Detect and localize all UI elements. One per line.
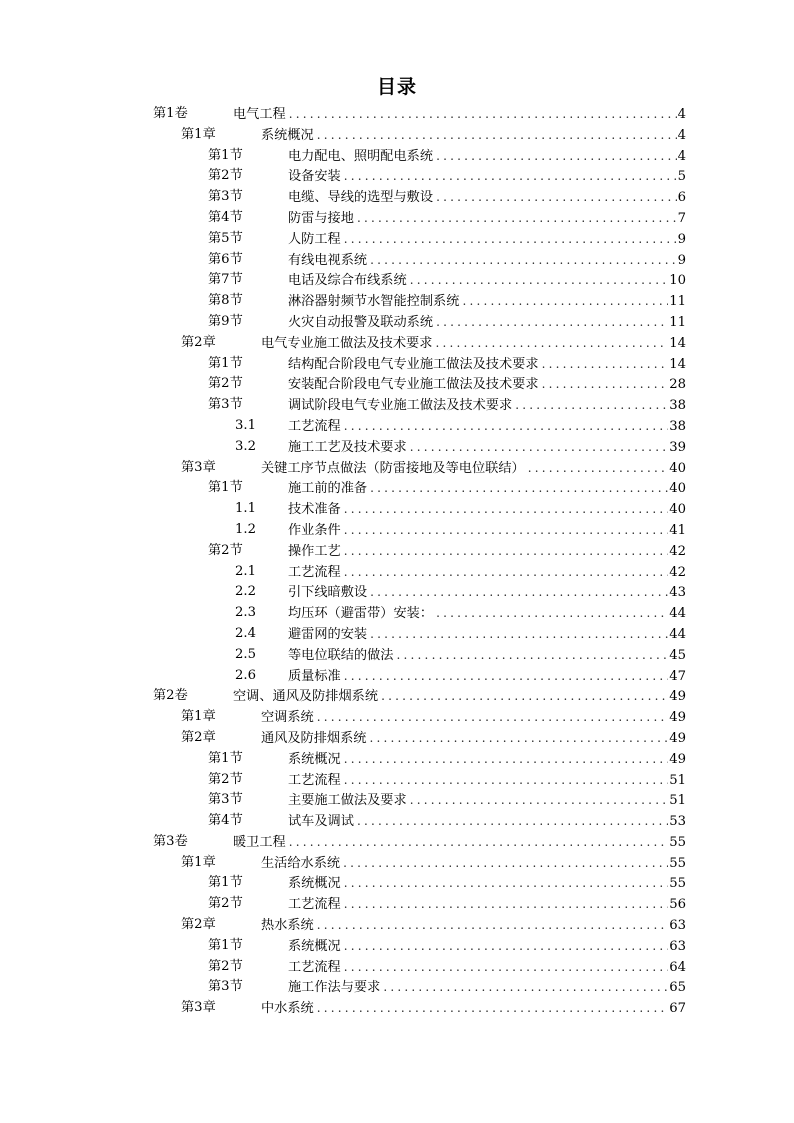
toc-entry-body	[288, 603, 686, 625]
toc-entry[interactable]	[150, 603, 686, 624]
toc-entry-title: 热水系统	[261, 918, 314, 934]
toc-entry-page-number: 42	[669, 543, 686, 559]
toc-entry-page-number: 63	[669, 938, 686, 954]
toc-entry-title: 电缆、导线的选型与敷设	[288, 190, 434, 206]
toc-entry-body	[261, 853, 686, 875]
dot-leader	[286, 104, 677, 125]
toc-entry-number: 2.6	[235, 667, 256, 683]
dot-leader	[354, 208, 677, 229]
toc-entry-number: 第9节	[208, 313, 243, 329]
toc-entry-page-number: 43	[669, 585, 686, 601]
toc-entry-number: 第2章	[181, 729, 216, 745]
toc-entry-number: 第1节	[208, 750, 243, 766]
toc-entry-number: 第2卷	[153, 688, 188, 704]
toc-entry-title: 生活给水系统	[261, 855, 341, 871]
toc-entry-body	[288, 936, 686, 958]
toc-entry[interactable]	[150, 645, 686, 666]
toc-entry-body	[288, 977, 686, 999]
toc-entry[interactable]	[150, 686, 686, 707]
dot-leader	[459, 291, 668, 312]
toc-entry-title: 电气专业施工做法及技术要求	[261, 335, 433, 351]
toc-entry-title: 施工作法与要求	[288, 980, 381, 996]
toc-entry-number: 第2节	[208, 376, 243, 392]
table-of-contents	[150, 104, 686, 1019]
toc-entry-title: 调试阶段电气专业施工做法及技术要求	[288, 398, 513, 414]
toc-entry[interactable]	[150, 811, 686, 832]
toc-entry-page-number: 4	[677, 107, 686, 122]
toc-entry-body	[288, 873, 686, 895]
toc-entry-number: 第3节	[208, 792, 243, 808]
toc-entry-title: 火灾自动报警及联动系统	[288, 314, 434, 330]
dot-leader	[314, 915, 668, 936]
toc-entry-body	[288, 499, 686, 521]
dot-leader	[341, 770, 668, 791]
toc-entry[interactable]	[150, 998, 686, 1019]
dot-leader	[341, 229, 677, 250]
dot-leader	[340, 853, 668, 874]
toc-entry-title: 等电位联结的做法	[288, 647, 394, 663]
toc-entry-body	[288, 478, 686, 500]
toc-entry-body	[288, 250, 686, 272]
toc-entry-title: 施工前的准备	[288, 481, 368, 497]
dot-leader	[407, 437, 669, 458]
toc-entry-page-number: 28	[669, 377, 686, 393]
toc-entry-page-number: 55	[669, 876, 686, 892]
toc-entry-page-number: 9	[677, 231, 686, 247]
toc-entry-title: 试车及调试	[288, 814, 354, 830]
toc-entry-number: 第7节	[208, 272, 243, 288]
toc-entry-page-number: 38	[669, 398, 686, 414]
toc-entry-body	[288, 790, 686, 812]
dot-leader	[341, 520, 668, 541]
dot-leader	[314, 998, 668, 1019]
dot-leader	[367, 728, 669, 749]
toc-entry-number: 2.4	[235, 625, 256, 641]
toc-entry[interactable]	[150, 707, 686, 728]
toc-entry-number: 第2节	[208, 771, 243, 787]
toc-entry[interactable]	[150, 728, 686, 749]
toc-entry-title: 设备安装	[288, 169, 341, 185]
toc-entry-number: 2.1	[235, 563, 256, 579]
toc-entry[interactable]	[150, 770, 686, 791]
toc-entry[interactable]	[150, 333, 686, 354]
dot-leader	[341, 562, 668, 583]
toc-entry-number: 第2节	[208, 958, 243, 974]
toc-entry-title: 施工工艺及技术要求	[288, 439, 407, 455]
dot-leader	[433, 312, 668, 333]
toc-entry-page-number: 55	[669, 855, 686, 871]
toc-entry-number: 1.2	[235, 521, 256, 537]
dot-leader	[314, 125, 677, 146]
dot-leader	[433, 603, 668, 624]
toc-entry-number: 第2章	[181, 334, 216, 350]
toc-entry-page-number: 67	[669, 1001, 686, 1017]
toc-entry-page-number: 14	[669, 356, 686, 372]
toc-entry-body	[288, 270, 686, 292]
toc-entry-number: 第6节	[208, 251, 243, 267]
toc-entry-page-number: 65	[669, 980, 686, 996]
toc-entry-page-number: 40	[669, 502, 686, 518]
toc-entry-number: 第2节	[208, 896, 243, 912]
toc-entry-number: 3.2	[235, 438, 256, 454]
toc-entry-title: 关键工序节点做法（防雷接地及等电位联结）	[261, 460, 525, 476]
toc-entry-title: 电气工程	[233, 107, 286, 122]
toc-entry-page-number: 53	[669, 814, 686, 830]
toc-entry-body	[288, 520, 686, 542]
toc-entry-title: 暖卫工程	[233, 834, 286, 850]
dot-leader	[286, 832, 668, 853]
toc-entry-body	[288, 374, 686, 396]
toc-entry-body	[288, 770, 686, 792]
dot-leader	[394, 645, 669, 666]
toc-entry-page-number: 10	[669, 273, 686, 289]
toc-entry-body	[233, 686, 686, 708]
toc-entry-number: 第3节	[208, 979, 243, 995]
toc-entry-title: 结构配合阶段电气专业施工做法及技术要求	[288, 356, 539, 372]
toc-entry-body	[261, 728, 686, 750]
toc-entry[interactable]	[150, 749, 686, 770]
toc-entry-body	[288, 146, 686, 168]
toc-entry-page-number: 4	[677, 148, 686, 164]
toc-entry-page-number: 47	[669, 668, 686, 684]
dot-leader	[341, 873, 668, 894]
toc-entry-title: 工艺流程	[288, 897, 341, 913]
toc-entry-title: 系统概况	[288, 751, 341, 767]
toc-entry-body	[288, 749, 686, 771]
toc-entry-page-number: 49	[669, 710, 686, 726]
toc-entry[interactable]	[150, 291, 686, 312]
dot-leader	[341, 894, 668, 915]
toc-entry-body	[261, 707, 686, 729]
toc-entry-page-number: 7	[677, 210, 686, 226]
toc-entry-page-number: 40	[669, 481, 686, 497]
toc-entry-number: 第1节	[208, 355, 243, 371]
toc-entry[interactable]	[150, 894, 686, 915]
toc-entry[interactable]	[150, 915, 686, 936]
toc-entry-page-number: 51	[669, 793, 686, 809]
dot-leader	[341, 499, 668, 520]
toc-entry-body	[288, 229, 686, 251]
toc-entry-number: 第4节	[208, 209, 243, 225]
toc-entry[interactable]	[150, 666, 686, 687]
toc-entry-title: 避雷网的安装	[288, 626, 368, 642]
toc-entry[interactable]	[150, 957, 686, 978]
toc-entry-title: 有线电视系统	[288, 252, 368, 268]
toc-entry-page-number: 63	[669, 918, 686, 934]
dot-leader	[367, 582, 668, 603]
toc-entry-title: 系统概况	[288, 876, 341, 892]
toc-entry-number: 第4节	[208, 813, 243, 829]
toc-title: 目录	[376, 76, 417, 98]
toc-entry[interactable]	[150, 166, 686, 187]
toc-entry-page-number: 11	[669, 294, 686, 310]
toc-entry-page-number: 45	[669, 647, 686, 663]
toc-entry-title: 人防工程	[288, 231, 341, 247]
dot-leader	[433, 146, 677, 167]
toc-entry-body	[261, 458, 686, 480]
toc-entry-page-number: 42	[669, 564, 686, 580]
toc-entry[interactable]	[150, 977, 686, 998]
toc-entry[interactable]	[150, 229, 686, 250]
toc-entry[interactable]	[150, 354, 686, 375]
toc-entry[interactable]	[150, 790, 686, 811]
toc-entry-body	[288, 582, 686, 604]
toc-entry-page-number: 6	[677, 190, 686, 206]
dot-leader	[341, 666, 668, 687]
toc-entry[interactable]	[150, 499, 686, 520]
toc-entry[interactable]	[150, 104, 686, 125]
toc-entry[interactable]	[150, 478, 686, 499]
toc-entry-title: 工艺流程	[288, 772, 341, 788]
toc-entry-title: 工艺流程	[288, 418, 341, 434]
toc-entry-page-number: 55	[669, 834, 686, 850]
toc-entry-body	[261, 333, 686, 355]
dot-leader	[407, 790, 669, 811]
toc-entry-number: 第1节	[208, 875, 243, 891]
toc-entry-page-number: 49	[669, 751, 686, 767]
toc-entry-number: 第2节	[208, 542, 243, 558]
toc-entry-number: 第1章	[181, 854, 216, 870]
toc-entry-body	[288, 957, 686, 979]
toc-entry[interactable]	[150, 458, 686, 479]
toc-entry-number: 第3卷	[153, 833, 188, 849]
toc-entry-title: 淋浴器射频节水智能控制系统	[288, 294, 460, 310]
toc-entry-page-number: 14	[669, 335, 686, 351]
toc-entry-number: 3.1	[235, 417, 256, 433]
toc-entry[interactable]	[150, 873, 686, 894]
dot-leader	[539, 374, 669, 395]
toc-entry[interactable]	[150, 541, 686, 562]
toc-entry[interactable]	[150, 187, 686, 208]
toc-entry-number: 第3节	[208, 189, 243, 205]
toc-entry-page-number: 64	[669, 959, 686, 975]
toc-entry-page-number: 11	[669, 314, 686, 330]
toc-entry-title: 技术准备	[288, 502, 341, 518]
toc-entry-title: 主要施工做法及要求	[288, 793, 407, 809]
toc-entry-page-number: 49	[669, 730, 686, 746]
toc-entry-number: 第3章	[181, 1000, 216, 1016]
toc-entry-title: 电话及综合布线系统	[288, 273, 407, 289]
toc-entry-body	[288, 666, 686, 688]
toc-entry-page-number: 38	[669, 418, 686, 434]
toc-entry[interactable]	[150, 395, 686, 416]
toc-entry-number: 第3章	[181, 459, 216, 475]
toc-entry[interactable]	[150, 250, 686, 271]
toc-entry-body	[288, 562, 686, 584]
toc-entry-body	[288, 416, 686, 438]
toc-entry[interactable]	[150, 270, 686, 291]
toc-entry-title: 系统概况	[261, 127, 314, 143]
toc-entry[interactable]	[150, 936, 686, 957]
toc-entry[interactable]	[150, 416, 686, 437]
toc-entry-page-number: 44	[669, 606, 686, 622]
dot-leader	[341, 166, 677, 187]
toc-entry-title: 系统概况	[288, 938, 341, 954]
toc-entry-page-number: 41	[669, 522, 686, 538]
toc-entry-number: 第2章	[181, 917, 216, 933]
toc-entry-title: 均压环（避雷带）安装：	[288, 606, 434, 622]
toc-entry-body	[261, 125, 686, 147]
toc-entry[interactable]	[150, 312, 686, 333]
toc-entry-body	[288, 166, 686, 188]
toc-entry-page-number: 51	[669, 772, 686, 788]
toc-entry[interactable]	[150, 520, 686, 541]
toc-entry-number: 2.2	[235, 584, 256, 600]
toc-entry[interactable]	[150, 582, 686, 603]
dot-leader	[512, 395, 668, 416]
toc-entry-body	[233, 832, 686, 854]
toc-entry-number: 第8节	[208, 293, 243, 309]
toc-entry-page-number: 40	[669, 460, 686, 476]
toc-entry[interactable]	[150, 562, 686, 583]
dot-leader	[380, 977, 668, 998]
dot-leader	[367, 250, 676, 271]
toc-entry[interactable]	[150, 624, 686, 645]
dot-leader	[432, 333, 668, 354]
toc-entry-number: 第1节	[208, 937, 243, 953]
toc-entry-number: 第3节	[208, 397, 243, 413]
toc-entry-number: 第1章	[181, 709, 216, 725]
dot-leader	[433, 187, 677, 208]
toc-entry-title: 工艺流程	[288, 959, 341, 975]
toc-entry-body	[288, 291, 686, 313]
toc-entry-title: 作业条件	[288, 522, 341, 538]
toc-entry-body	[288, 187, 686, 209]
toc-entry-number: 第1章	[181, 126, 216, 142]
toc-entry-number: 1.1	[235, 501, 256, 517]
toc-entry-page-number: 56	[669, 897, 686, 913]
toc-entry-page-number: 39	[669, 439, 686, 455]
toc-entry-number: 第2节	[208, 168, 243, 184]
dot-leader	[341, 936, 668, 957]
toc-entry-number: 2.5	[235, 646, 256, 662]
dot-leader	[367, 624, 668, 645]
toc-entry-title: 空调、通风及防排烟系统	[233, 689, 379, 705]
toc-entry-title: 电力配电、照明配电系统	[288, 148, 434, 164]
toc-entry-page-number: 5	[677, 169, 686, 185]
toc-entry-number: 第1节	[208, 147, 243, 163]
toc-entry-body	[288, 645, 686, 667]
toc-entry-title: 操作工艺	[288, 543, 341, 559]
toc-entry-body	[288, 437, 686, 459]
dot-leader	[341, 541, 668, 562]
toc-entry-body	[233, 104, 686, 126]
toc-entry-body	[288, 354, 686, 376]
dot-leader	[341, 749, 668, 770]
toc-entry-page-number: 4	[677, 127, 686, 143]
toc-entry-title: 质量标准	[288, 668, 341, 684]
toc-entry-title: 通风及防排烟系统	[261, 730, 367, 746]
toc-entry[interactable]	[150, 374, 686, 395]
toc-entry-page-number: 49	[669, 689, 686, 705]
toc-entry-body	[288, 894, 686, 916]
toc-entry-body	[288, 395, 686, 417]
toc-entry-number: 第5节	[208, 230, 243, 246]
dot-leader	[367, 478, 668, 499]
toc-entry-title: 空调系统	[261, 710, 314, 726]
dot-leader	[407, 270, 669, 291]
toc-entry-page-number: 9	[677, 252, 686, 268]
toc-entry[interactable]	[150, 437, 686, 458]
toc-entry[interactable]	[150, 208, 686, 229]
dot-leader	[314, 707, 668, 728]
toc-entry[interactable]	[150, 146, 686, 167]
dot-leader	[341, 957, 668, 978]
dot-leader	[354, 811, 668, 832]
toc-entry-title: 防雷与接地	[288, 210, 354, 226]
toc-entry-title: 工艺流程	[288, 564, 341, 580]
toc-entry-number: 第1卷	[153, 106, 188, 121]
dot-leader	[341, 416, 668, 437]
toc-entry-body	[261, 915, 686, 937]
toc-entry-body	[288, 624, 686, 646]
toc-entry-title: 安装配合阶段电气专业施工做法及技术要求	[288, 377, 539, 393]
toc-entry-page-number: 44	[669, 626, 686, 642]
toc-entry-body	[288, 541, 686, 563]
dot-leader	[539, 354, 669, 375]
dot-leader	[378, 686, 668, 707]
toc-entry-body	[288, 208, 686, 230]
toc-entry-number: 2.3	[235, 605, 256, 621]
toc-entry-body	[261, 998, 686, 1020]
toc-entry-title: 中水系统	[261, 1001, 314, 1017]
toc-entry[interactable]	[150, 125, 686, 146]
toc-entry-title: 引下线暗敷设	[288, 585, 368, 601]
toc-entry-body	[288, 312, 686, 334]
toc-entry-body	[288, 811, 686, 833]
toc-entry-number: 第1节	[208, 480, 243, 496]
dot-leader	[525, 458, 668, 479]
toc-entry[interactable]	[150, 832, 686, 853]
toc-entry[interactable]	[150, 853, 686, 874]
